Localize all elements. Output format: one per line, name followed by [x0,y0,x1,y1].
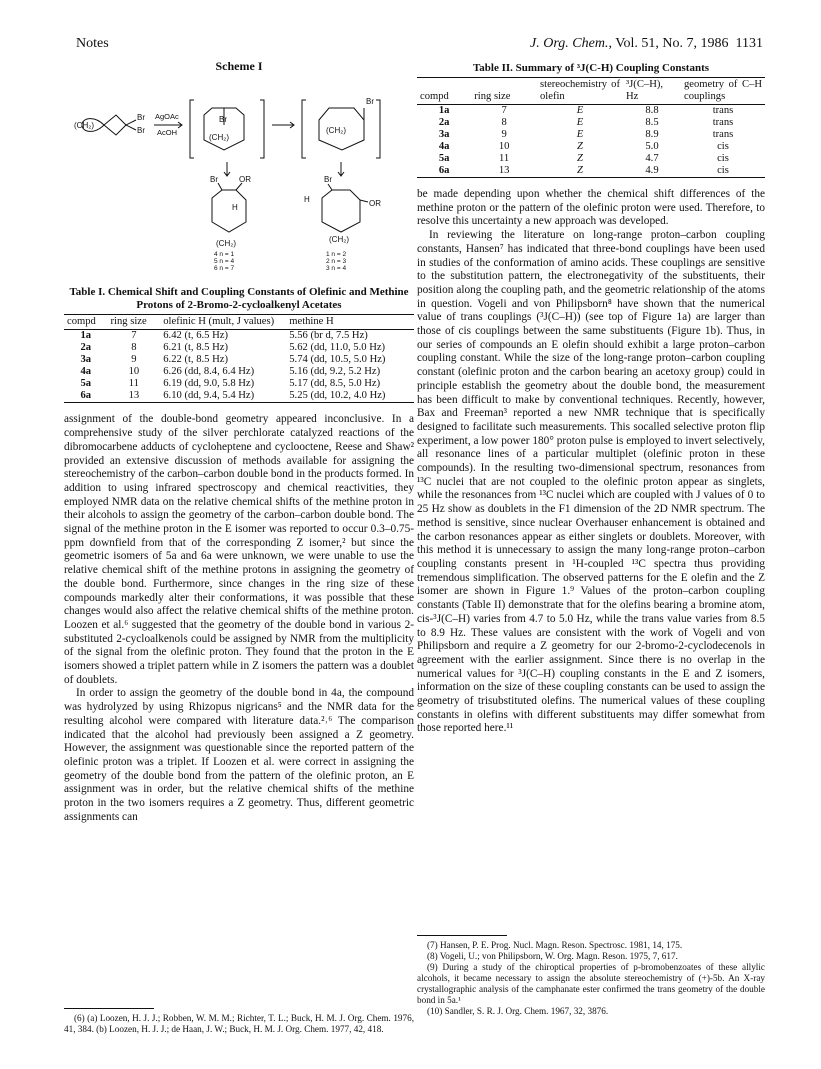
table2-cell: 5a [438,153,450,164]
table1-cell: 6.26 (dd, 8.4, 6.4 Hz) [163,366,255,378]
right-footnote-list [417,940,765,1017]
table1-header-ring: ring size [108,315,161,330]
scheme-br-6: Br [324,174,332,184]
table2-cell: Z [577,141,583,152]
table1-row [64,342,414,354]
table1-caption: Table I. Chemical Shift and Coupling Constants of Olefinic and Methine Protons of 2-Bromo-2-cycloalkenyl Acetates [69,286,409,312]
table1-body [64,330,414,403]
table1-cell: 5.16 (dd, 9.2, 5.2 Hz) [289,366,381,378]
table1-cell: 3a [80,354,92,366]
table1-row [64,366,414,378]
table2-cell: 2a [438,117,450,128]
body-paragraph: In reviewing the literature on long-range proton–carbon coupling constants, Hansen⁷ has indicated that three-bond couplings have been used in studies of the conformation of amino acids. These couplings are sensitive to the substitution pattern, the electronegativity of the substituents, their position along the coupling path, and the geometric relationship of the atoms in question. Vogeli and von Philipsborn⁸ have shown that the numerical value of trans couplings (³J(C–H)) (see top of Figure 1a) are larger than those of cis couplings between the same substituents (Figure 1b). Thus, in our series of compounds an E olefin should exhibit a large proton–carbon coupling constant. While the size of the long-range proton–carbon coupling constant (olefinic proton and the carbon bearing an acetoxy group) could in principle establish the geometry about the double bond, the measurement has been difficult to make by conventional techniques. Recently, however, Bax and Freeman³ reported a new NMR technique that is specifically designed to facilitate such measurements. This socalled selective proton flip experiment, a low power 180° proton pulse is employed to invert selectively, all resonance lines of a particular multiplet (olefinic proton in these compounds). In the resulting two-dimensional spectrum, resonances from ¹³C nuclei that are not coupled to the olefinic proton appear as singlets, while the resonances from ¹³C nuclei which are coupled with J values of 0 to 25 Hz show as doublets in the F1 dimension of the 2D NMR spectrum. The method is sensitive, since nuclear Overhauser enhancement is obtained and the carbon resonances appear as either singlets or doublets. Moreover, with this method it is unnecessary to assign the many long-range proton–carbon coupling constants present in ¹H-coupled ¹³C spectra thus providing tremendous simplification. The observed patterns for the E olefin and the Z isomer are shown in Figure 1.⁹ Values of the proton–carbon coupling constants (Table II) demonstrate that for the olefins bearing a bromine atom, cis-³J(C–H) varies from 4.7 to 5.0 Hz, while the trans value varies from 8.5 to 8.9 Hz. These values are consistent with the work of Vogeli and von Philipsborn and require a Z geometry for our 2-bromo-2-cyclodecenols in agreement with the earlier assignment. Since there is no overlap in the numerical values for ³J(C–H) coupling constants in the E and Z isomers, information on the size of these coupling constants can be used to assign the geometry of trisubstituted olefins. The numerical values of these coupling constants in olefins with different substituents may differ somewhat from those reported here.¹¹ [417,229,765,735]
scheme-ch2-label: (CH₂) [74,120,94,130]
table1-cell: 5.25 (dd, 10.2, 4.0 Hz) [286,390,414,403]
left-column [64,60,414,825]
table2-header-j: ³J(C–H), Hz [623,78,681,105]
table1-cell: 1a [80,330,92,342]
reagent-agoac: AgOAc [155,111,179,121]
scheme-br-4: Br [366,96,374,106]
table2-cell: 8.5 [645,117,659,128]
table1-cell: 6.21 (t, 8.5 Hz) [163,342,228,354]
table1-cell: 5.56 (br d, 7.5 Hz) [289,330,368,342]
table2-header-ring: ring size [471,78,537,105]
volume-info: , Vol. 51, No. 7, 1986 [608,36,729,51]
table2-cell: 6a [417,165,471,178]
body-paragraph: In order to assign the geometry of the double bond in 4a, the compound was hydrolyzed by using Rhizopus nigricans⁵ and the NMR data for the resulting alcohol were compared with literature data.²˒⁶ The comparison indicated that the alcohol had previously been assigned a Z geometry. However, the assignment was questionable since the reported pattern of the olefinic proton was a triplet. If Loozen et al. were correct in assigning the geometry of the double bond from the pattern of the olefinic proton, an E assignment was in order, but the relative chemical shifts of the methine proton in the two isomers requires a Z geometry. Thus, different geometric assignments can [64,687,414,823]
table1-cell: 5.74 (dd, 10.5, 5.0 Hz) [289,354,386,366]
table1-cell: 5.62 (dd, 11.0, 5.0 Hz) [289,342,386,354]
table1-cell: 8 [131,342,137,354]
table1-cell: 6.42 (t, 6.5 Hz) [163,330,228,342]
table1-cell: 10 [128,366,140,378]
scheme-ch2-label-2: (CH₂) [209,132,229,142]
scheme-ch2-label-5: (CH₂) [329,234,349,244]
compound-1-label: 1 n = 2 [326,250,347,258]
footnote-rule-left [64,1008,154,1009]
table2-cell: 8.8 [645,105,659,116]
scheme-h-1: H [232,202,238,212]
footnote: (9) During a study of the chiroptical properties of p-bromobenzoates of these allylic alcohols, it became necessary to assign the absolute stereochemistry of (+)-5b. An X-ray crystallographic analysis of the camphanate ester confirmed the trans geometry of the double bond in 5a.¹ [417,962,765,1005]
table2-cell: 8.9 [645,129,659,140]
left-footnotes [64,1008,414,1035]
table1-cell: 13 [108,390,161,403]
scheme-br-3: Br [219,114,227,124]
journal-name: J. Org. Chem. [530,36,609,51]
table1-header-methine: methine H [286,315,414,330]
table2-cell: 5.0 [645,141,659,152]
table2-cell: 1a [438,105,450,116]
scheme-h-2: H [304,194,310,204]
reaction-scheme [64,80,414,270]
scheme-br-2: Br [137,125,145,135]
table1-cell: 9 [131,354,137,366]
table1-row [64,378,414,390]
table1-row [64,354,414,366]
page-number: 1131 [735,36,763,51]
table2-cell: cis [681,165,765,178]
scheme-title: Scheme I [215,59,263,73]
table1-cell: 6.10 (dd, 9.4, 5.4 Hz) [160,390,286,403]
table2-cell: 4.9 [623,165,681,178]
left-body-text [64,413,414,824]
table1-cell: 5a [80,378,92,390]
compound-5-label: 5 n = 4 [214,257,235,265]
table2-row [417,165,765,178]
compound-4-label: 4 n = 1 [214,250,235,258]
table2-cell: E [576,117,584,128]
table1-header-compd: compd [64,315,108,330]
table2-row [417,141,765,153]
table2-cell: 11 [499,153,510,164]
table2-header-stereo: stereochemistry of olefin [537,78,623,105]
table2-cell: 4.7 [645,153,659,164]
table2-cell: cis [717,153,729,164]
scheme-br-5: Br [210,174,218,184]
table1-cell: 6a [64,390,108,403]
compound-3-label: 3 n = 4 [326,264,347,270]
table2-cell: 3a [438,129,450,140]
table1 [64,314,414,403]
compound-6-label: 6 n = 7 [214,264,235,270]
right-column [417,60,765,736]
table2-cell: Z [577,153,583,164]
table2-header-compd: compd [417,78,471,105]
table2-cell: 13 [471,165,537,178]
table2-cell: 9 [501,129,507,140]
scheme-or-2: OR [369,198,381,208]
scheme-br-1: Br [137,112,145,122]
product-left-ring [212,190,246,232]
table2-cell: E [576,129,584,140]
table2-header-geom: geometry of C–H couplings [681,78,765,105]
footnote-rule-right [417,935,507,936]
table2-cell: 7 [501,105,507,116]
table2-cell: E [576,105,584,116]
table2-cell: 10 [498,141,510,152]
scheme-or-1: OR [239,174,251,184]
table2-body [417,105,765,178]
body-paragraph: be made depending upon whether the chemical shift differences of the methine proton or the pattern of the olefinic proton were used. Therefore, to resolve this uncertainty a new approach was developed. [417,188,765,228]
start-ring [104,115,126,135]
table2-row [417,117,765,129]
product-right-ring [322,190,360,232]
table2-row [417,153,765,165]
reagent-acoh: AcOH [157,127,178,137]
table2-cell: 8 [501,117,507,128]
table1-header-olefinic: olefinic H (mult, J values) [160,315,286,330]
footnote: (7) Hansen, P. E. Prog. Nucl. Magn. Reson. Spectrosc. 1981, 14, 175. [427,940,683,950]
table2-cell: trans [712,117,734,128]
footnote: (8) Vogeli, U.; von Philipsborn, W. Org. Magn. Reson. 1975, 7, 617. [427,951,678,961]
scheme-ch2-label-3: (CH₂) [326,125,346,135]
table2-cell: Z [537,165,623,178]
body-paragraph: assignment of the double-bond geometry appeared inconclusive. In a comprehensive study of the silver perchlorate catalyzed reactions of the dibromocarbene adducts of cycloheptene and cyclooctene, Reese and Shaw² provided an extensive discussion of methods available for assigning the stereochemistry of the carbon–carbon double bond in the products formed. In addition to using infrared spectroscopy and chemical reactivities, they employed NMR data on the relative chemical shifts of the methine proton in their alcohols to assign the geometry of the carbon–carbon double bond. The signal of the methine proton in the E isomer was reported to occur 0.3–0.75-ppm downfield from that of the corresponding Z isomer,² but since the geometric isomers of 5a and 6a were unknown, we were unable to use the relative chemical shift of the methine protons in assigning the geometry of the double bond. Furthermore, since changes in the ring size of these compounds markedly alter their conformations, it was possible that these changes would also affect the relative chemical shifts of the methine proton. Loozen et al.⁶ suggested that the geometry of the double bond in various 2-substituted 2-cycloalkenols could be assigned by NMR from the multiplicity of the signal from the olefinic proton. They found that the proton in the E isomers showed a triplet pattern while in Z isomers the pattern was a doublet of doublets. [64,413,414,686]
table2-cell: 4a [438,141,450,152]
table1-cell: 4a [80,366,92,378]
table1-cell: 6.19 (dd, 9.0, 5.8 Hz) [163,378,255,390]
table2-caption: Table II. Summary of ³J(C-H) Coupling Constants [472,62,710,74]
scheme-ch2-label-4: (CH₂) [216,238,236,248]
compound-2-label: 2 n = 3 [326,257,347,265]
table1-cell: 5.17 (dd, 8.5, 5.0 Hz) [289,378,381,390]
footnote: (10) Sandler, S. R. J. Org. Chem. 1967, 32, 3876. [427,1006,609,1016]
right-body-text [417,188,765,736]
table2 [417,77,765,178]
footnote: (6) (a) Loozen, H. J. J.; Robben, W. M. M.; Richter, T. L.; Buck, H. M. J. Org. Chem. 1976, 41, 384. (b) Loozen, H. J. J.; de Haan, J. W.; Buck, H. M. J. Org. Chem. 1977, 42, 418. [64,1013,414,1034]
table1-cell: 2a [80,342,92,354]
table1-row [64,390,414,403]
section-header: Notes [76,36,109,51]
running-header [530,36,763,52]
right-footnotes [417,935,765,1017]
table2-row [417,105,765,118]
table2-cell: cis [717,141,729,152]
left-footnote-list [64,1013,414,1035]
table1-cell: 6.22 (t, 8.5 Hz) [163,354,228,366]
table1-cell: 11 [128,378,139,390]
table1-row [64,330,414,343]
table2-cell: trans [712,129,734,140]
table2-cell: trans [712,105,734,116]
table2-row [417,129,765,141]
table1-cell: 7 [131,330,137,342]
